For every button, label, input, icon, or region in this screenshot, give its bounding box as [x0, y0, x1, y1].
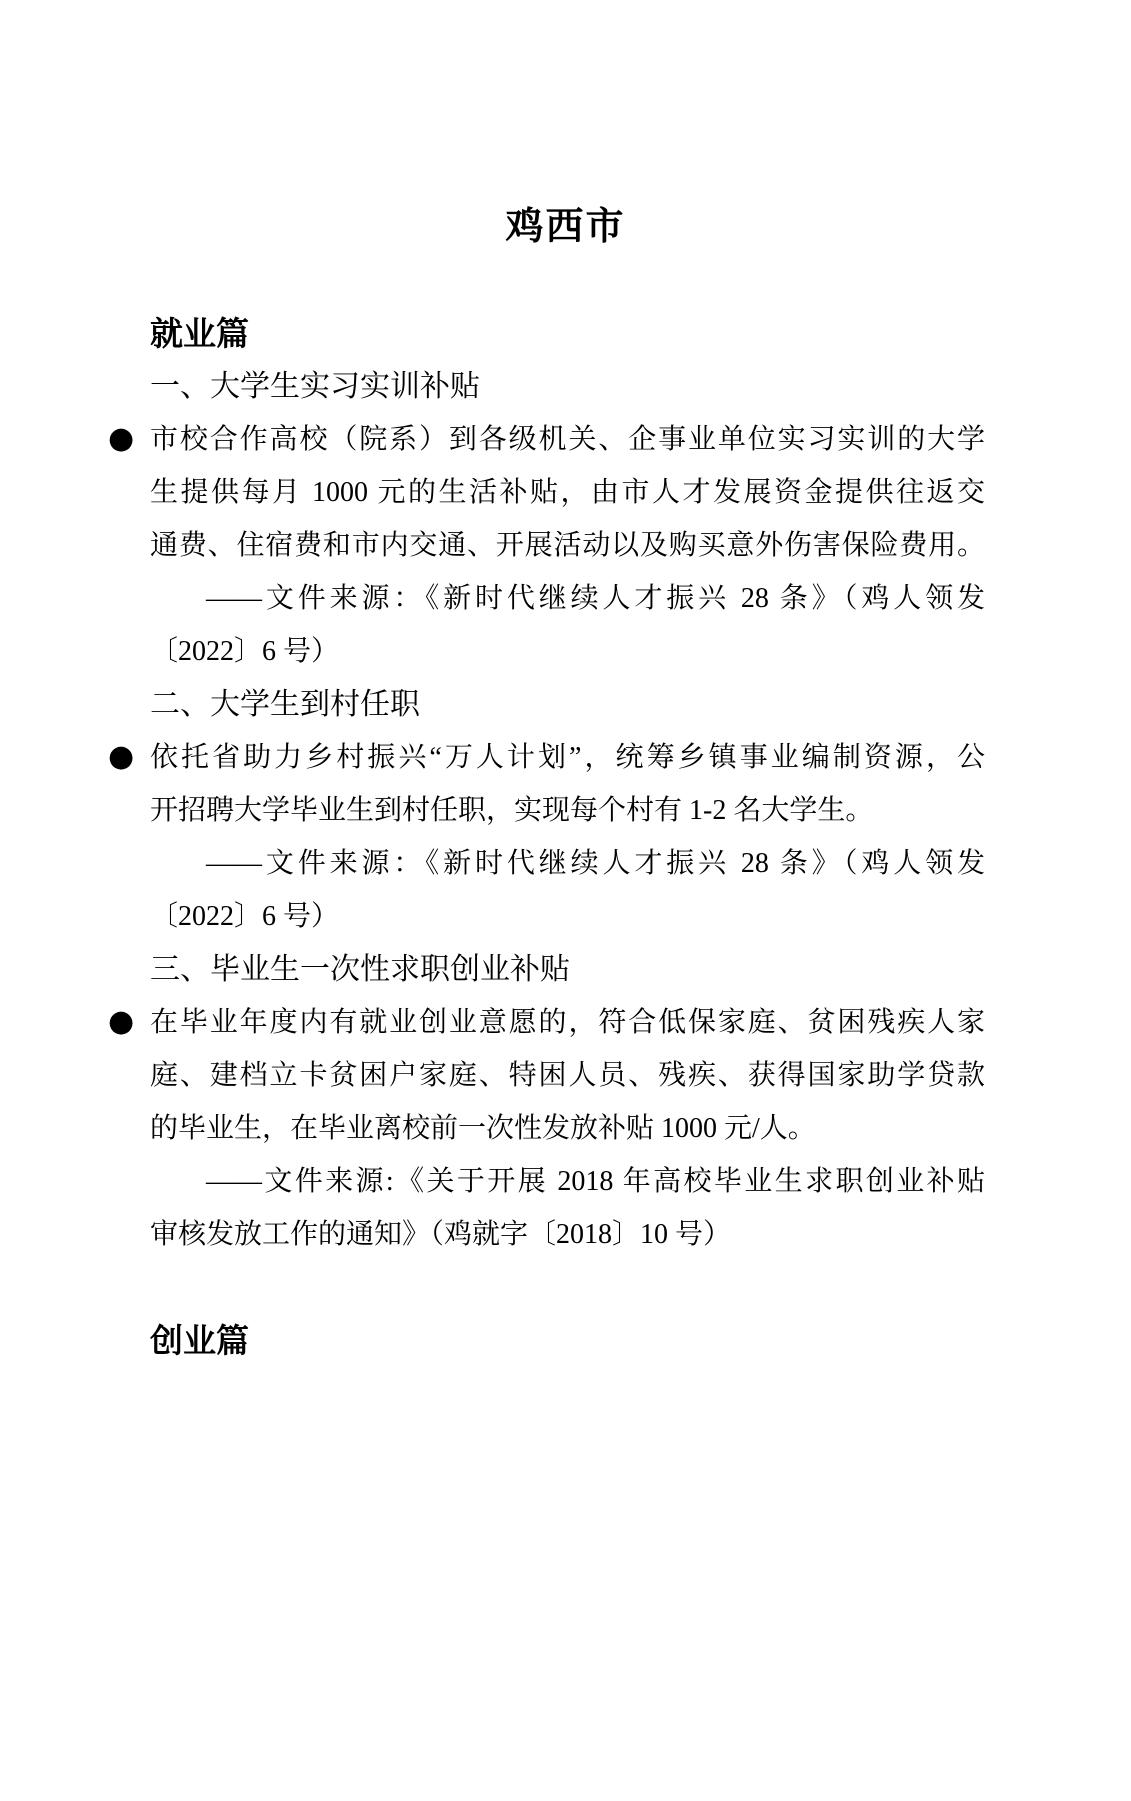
body-line	[150, 466, 985, 519]
document-body	[108, 307, 985, 1367]
section-heading-employment: 就业篇	[150, 315, 249, 352]
body-line-text: 开招聘大学毕业生到村任职，实现每个村有 1-2 名大学生。	[150, 795, 874, 826]
source-line	[150, 625, 985, 678]
source-line-text: ——文件来源:《关于开展 2018 年高校毕业生求职创业补贴	[206, 1166, 985, 1197]
item-3-source	[150, 1155, 985, 1261]
body-line-text: 在毕业年度内有就业创业意愿的，符合低保家庭、贫困残疾人家	[150, 1007, 985, 1038]
source-line	[150, 890, 985, 943]
body-line	[150, 996, 985, 1049]
document-page	[0, 201, 1131, 1801]
body-line-text: 生提供每月 1000 元的生活补贴，由市人才发展资金提供往返交	[150, 477, 985, 508]
source-line	[150, 572, 985, 625]
item-1-paragraph	[108, 413, 985, 572]
source-line-text: 〔2022〕6 号）	[150, 636, 340, 667]
body-line	[150, 731, 985, 784]
body-line-text: 市校合作高校（院系）到各级机关、企事业单位实习实训的大学	[150, 424, 985, 455]
bullet-icon: ●	[108, 739, 135, 774]
body-line-text: 依托省助力乡村振兴“万人计划”，统筹乡镇事业编制资源，公	[150, 742, 985, 773]
body-line-text: 庭、建档立卡贫困户家庭、特困人员、残疾、获得国家助学贷款	[150, 1060, 985, 1091]
body-line	[150, 1102, 985, 1155]
item-2-source	[150, 837, 985, 943]
bullet-icon: ●	[108, 1004, 135, 1039]
body-line	[150, 784, 985, 837]
body-line	[150, 413, 985, 466]
body-line	[150, 1049, 985, 1102]
body-line-text: 通费、住宿费和市内交通、开展活动以及购买意外伤害保险费用。	[150, 530, 985, 561]
bullet-icon: ●	[108, 421, 135, 456]
source-line-text: ——文件来源：《新时代继续人才振兴 28 条》（鸡人领发	[206, 848, 985, 879]
body-line-text: 的毕业生，在毕业离校前一次性发放补贴 1000 元/人。	[150, 1113, 816, 1144]
source-line-text: 审核发放工作的通知》（鸡就字〔2018〕10 号）	[150, 1219, 732, 1250]
source-line	[150, 1208, 985, 1261]
document-title: 鸡西市	[505, 206, 626, 248]
source-line	[150, 1155, 985, 1208]
section-heading-startup: 创业篇	[150, 1322, 249, 1359]
item-heading-2: 二、大学生到村任职	[150, 688, 420, 721]
body-line	[150, 519, 985, 572]
item-3-paragraph	[108, 996, 985, 1155]
item-heading-3: 三、毕业生一次性求职创业补贴	[150, 953, 570, 986]
item-1-source	[150, 572, 985, 678]
source-line	[150, 837, 985, 890]
source-line-text: 〔2022〕6 号）	[150, 901, 340, 932]
item-2-paragraph	[108, 731, 985, 837]
item-heading-1: 一、大学生实习实训补贴	[150, 370, 480, 403]
source-line-text: ——文件来源：《新时代继续人才振兴 28 条》（鸡人领发	[206, 583, 985, 614]
